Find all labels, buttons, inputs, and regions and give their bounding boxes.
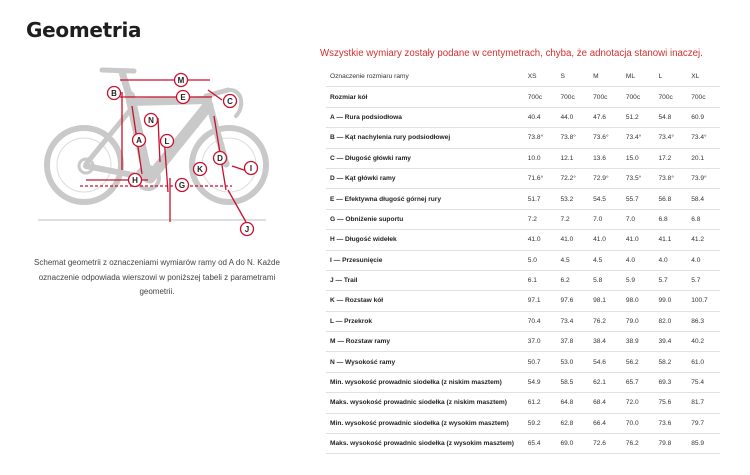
header-size: ML <box>622 67 655 87</box>
row-value: 69.3 <box>655 372 688 392</box>
row-value: 5.0 <box>524 250 557 270</box>
header-size: XL <box>687 67 720 87</box>
row-label: A — Rura podsiodłowa <box>326 107 524 127</box>
row-value: 6.1 <box>524 270 557 290</box>
row-value: 20.1 <box>687 148 720 168</box>
row-label: D — Kąt główki ramy <box>326 168 524 188</box>
badge-c <box>224 95 237 108</box>
row-label: Rozmiar kół <box>326 87 524 107</box>
frame-top-tube <box>132 100 208 102</box>
row-label: C — Długość główki ramy <box>326 148 524 168</box>
table-row <box>326 434 720 454</box>
row-value: 41.0 <box>589 230 622 250</box>
row-value: 5.7 <box>687 270 720 290</box>
badge-g <box>176 179 189 192</box>
row-label: B — Kąt nachylenia rury podsiodłowej <box>326 128 524 148</box>
table-row <box>326 311 720 331</box>
row-value: 7.0 <box>622 209 655 229</box>
row-value: 12.1 <box>556 148 589 168</box>
row-value: 65.7 <box>622 372 655 392</box>
row-value: 44.0 <box>556 107 589 127</box>
bike-geometry-svg <box>36 62 272 246</box>
row-label: N — Wysokość ramy <box>326 352 524 372</box>
row-value: 6.2 <box>556 270 589 290</box>
row-value: 37.8 <box>556 332 589 352</box>
row-value: 6.8 <box>655 209 688 229</box>
row-label: Min. wysokość prowadnic siodełka (z wysokim masztem) <box>326 413 524 433</box>
row-value: 40.2 <box>687 332 720 352</box>
seatpost <box>122 72 130 98</box>
svg-text:L: L <box>164 137 170 146</box>
svg-text:I: I <box>249 164 253 173</box>
svg-text:K: K <box>197 165 203 174</box>
row-label: G — Obniżenie suportu <box>326 209 524 229</box>
table-row <box>326 393 720 413</box>
row-value: 58.2 <box>655 352 688 372</box>
row-value: 17.2 <box>655 148 688 168</box>
row-value: 54.5 <box>589 189 622 209</box>
row-value: 53.0 <box>556 352 589 372</box>
row-value: 4.0 <box>655 250 688 270</box>
row-value: 15.0 <box>622 148 655 168</box>
table-row <box>326 413 720 433</box>
row-value: 51.2 <box>622 107 655 127</box>
row-value: 68.4 <box>589 393 622 413</box>
row-value: 5.8 <box>589 270 622 290</box>
table-row <box>326 148 720 168</box>
badge-e <box>177 91 190 104</box>
row-value: 47.6 <box>589 107 622 127</box>
table-row <box>326 372 720 392</box>
row-value: 73.4 <box>556 311 589 331</box>
row-value: 79.8 <box>655 434 688 454</box>
page-title: Geometria <box>26 18 142 42</box>
row-value: 73.8° <box>556 128 589 148</box>
row-value: 5.9 <box>622 270 655 290</box>
row-value: 56.2 <box>622 352 655 372</box>
row-value: 99.0 <box>655 291 688 311</box>
row-value: 100.7 <box>687 291 720 311</box>
svg-text:E: E <box>180 93 186 102</box>
row-value: 71.6° <box>524 168 557 188</box>
line-j <box>228 190 246 222</box>
row-value: 56.8 <box>655 189 688 209</box>
row-value: 72.6 <box>589 434 622 454</box>
table-row <box>326 189 720 209</box>
row-value: 37.0 <box>524 332 557 352</box>
row-value: 73.9° <box>687 168 720 188</box>
svg-text:J: J <box>244 225 250 234</box>
table-row <box>326 128 720 148</box>
row-value: 73.6° <box>589 128 622 148</box>
table-body <box>326 87 720 454</box>
row-value: 5.7 <box>655 270 688 290</box>
line-n <box>158 118 160 162</box>
row-value: 55.7 <box>622 189 655 209</box>
row-value: 61.2 <box>524 393 557 413</box>
row-value: 4.5 <box>589 250 622 270</box>
badge-k <box>194 163 207 176</box>
svg-text:C: C <box>227 97 233 106</box>
row-value: 39.4 <box>655 332 688 352</box>
row-value: 75.6 <box>655 393 688 413</box>
row-value: 76.2 <box>589 311 622 331</box>
row-label: H — Długość widełek <box>326 230 524 250</box>
row-value: 41.0 <box>622 230 655 250</box>
row-value: 59.2 <box>524 413 557 433</box>
badge-d <box>214 152 227 165</box>
row-value: 40.4 <box>524 107 557 127</box>
row-value: 7.2 <box>556 209 589 229</box>
row-value: 54.9 <box>524 372 557 392</box>
row-value: 61.0 <box>687 352 720 372</box>
badge-j <box>241 223 254 236</box>
table-row <box>326 209 720 229</box>
row-value: 75.4 <box>687 372 720 392</box>
row-value: 73.8° <box>655 168 688 188</box>
row-value: 60.9 <box>687 107 720 127</box>
row-value: 50.7 <box>524 352 557 372</box>
row-value: 38.4 <box>589 332 622 352</box>
svg-text:H: H <box>132 176 138 185</box>
table-row <box>326 168 720 188</box>
table-row <box>326 87 720 107</box>
row-value: 65.4 <box>524 434 557 454</box>
row-value: 64.8 <box>556 393 589 413</box>
row-value: 41.0 <box>524 230 557 250</box>
row-value: 700c <box>524 87 557 107</box>
row-value: 73.4° <box>655 128 688 148</box>
row-value: 58.5 <box>556 372 589 392</box>
geometry-table <box>326 67 720 454</box>
row-value: 700c <box>556 87 589 107</box>
svg-text:A: A <box>136 136 142 145</box>
row-label: L — Przekrok <box>326 311 524 331</box>
row-value: 73.8° <box>524 128 557 148</box>
row-value: 97.6 <box>556 291 589 311</box>
row-value: 700c <box>687 87 720 107</box>
row-value: 41.0 <box>556 230 589 250</box>
row-value: 73.4° <box>622 128 655 148</box>
table-row <box>326 230 720 250</box>
units-note: Wszystkie wymiary zostały podane w centymetrach, chyba, że adnotacja stanowi inaczej. <box>320 48 703 59</box>
row-value: 76.2 <box>622 434 655 454</box>
badge-h <box>129 174 142 187</box>
row-value: 70.0 <box>622 413 655 433</box>
row-value: 73.6 <box>655 413 688 433</box>
table-row <box>326 270 720 290</box>
row-value: 7.2 <box>524 209 557 229</box>
row-value: 7.0 <box>589 209 622 229</box>
table-row <box>326 250 720 270</box>
header-label: Oznaczenie rozmiaru ramy <box>326 67 524 87</box>
row-value: 700c <box>589 87 622 107</box>
row-value: 62.1 <box>589 372 622 392</box>
row-value: 97.1 <box>524 291 557 311</box>
row-label: Maks. wysokość prowadnic siodełka (z niskim masztem) <box>326 393 524 413</box>
table-row <box>326 332 720 352</box>
row-value: 51.7 <box>524 189 557 209</box>
row-value: 41.1 <box>655 230 688 250</box>
svg-text:B: B <box>111 89 117 98</box>
header-size: M <box>589 67 622 87</box>
header-size: XS <box>524 67 557 87</box>
row-label: K — Rozstaw kół <box>326 291 524 311</box>
row-value: 700c <box>622 87 655 107</box>
table-row <box>326 107 720 127</box>
row-value: 79.0 <box>622 311 655 331</box>
row-value: 98.0 <box>622 291 655 311</box>
row-value: 86.3 <box>687 311 720 331</box>
row-value: 72.2° <box>556 168 589 188</box>
row-label: Min. wysokość prowadnic siodełka (z niskim masztem) <box>326 372 524 392</box>
row-value: 4.0 <box>687 250 720 270</box>
svg-text:D: D <box>217 154 223 163</box>
row-label: E — Efektywna długość górnej rury <box>326 189 524 209</box>
table-row <box>326 352 720 372</box>
row-value: 62.8 <box>556 413 589 433</box>
row-value: 72.0 <box>622 393 655 413</box>
row-value: 53.2 <box>556 189 589 209</box>
saddle <box>102 70 134 71</box>
row-value: 38.9 <box>622 332 655 352</box>
row-value: 6.8 <box>687 209 720 229</box>
svg-text:M: M <box>177 76 185 85</box>
row-value: 58.4 <box>687 189 720 209</box>
diagram-caption: Schemat geometrii z oznaczeniami wymiarów ramy od A do N. Każde oznaczenie odpowiada wierszowi w poniższej tabeli z parametrami geometrii. <box>34 258 280 296</box>
row-value: 69.0 <box>556 434 589 454</box>
table-row <box>326 291 720 311</box>
badge-m <box>175 74 188 87</box>
row-value: 73.4° <box>687 128 720 148</box>
row-label: I — Przesunięcie <box>326 250 524 270</box>
row-value: 4.0 <box>622 250 655 270</box>
row-value: 81.7 <box>687 393 720 413</box>
svg-text:N: N <box>148 116 154 125</box>
row-value: 79.7 <box>687 413 720 433</box>
row-value: 98.1 <box>589 291 622 311</box>
row-value: 82.0 <box>655 311 688 331</box>
row-label: Maks. wysokość prowadnic siodełka (z wysokim masztem) <box>326 434 524 454</box>
row-value: 85.9 <box>687 434 720 454</box>
badge-b <box>108 87 121 100</box>
row-value: 72.9° <box>589 168 622 188</box>
badge-a <box>133 134 146 147</box>
badge-n <box>145 114 158 127</box>
row-value: 70.4 <box>524 311 557 331</box>
row-label: M — Rozstaw ramy <box>326 332 524 352</box>
row-value: 41.2 <box>687 230 720 250</box>
row-value: 13.6 <box>589 148 622 168</box>
row-value: 700c <box>655 87 688 107</box>
header-size: S <box>556 67 589 87</box>
row-label: J — Trail <box>326 270 524 290</box>
badge-l <box>161 135 174 148</box>
row-value: 54.8 <box>655 107 688 127</box>
badge-i <box>245 162 258 175</box>
bike-geometry-diagram <box>36 62 272 246</box>
row-value: 10.0 <box>524 148 557 168</box>
row-value: 4.5 <box>556 250 589 270</box>
row-value: 54.6 <box>589 352 622 372</box>
row-value: 66.4 <box>589 413 622 433</box>
row-value: 73.5° <box>622 168 655 188</box>
table-header-row <box>326 67 720 87</box>
bike-silhouette <box>47 70 266 202</box>
header-size: L <box>655 67 688 87</box>
svg-text:G: G <box>178 181 186 190</box>
